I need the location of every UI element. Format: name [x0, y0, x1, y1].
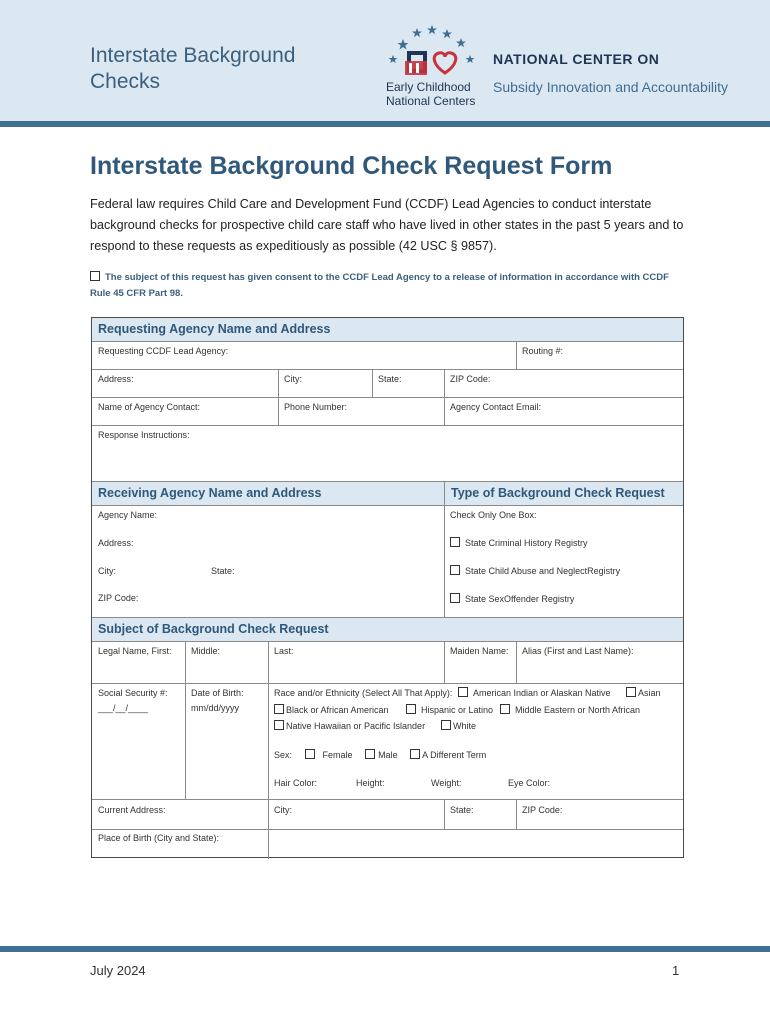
- requesting-address-field[interactable]: Address:: [98, 374, 134, 384]
- sex-option-male[interactable]: Male: [378, 750, 398, 760]
- dob-format: mm/dd/yyyy: [191, 703, 240, 713]
- routing-number-field[interactable]: Routing #:: [522, 346, 564, 356]
- checkbox-icon[interactable]: [450, 537, 460, 547]
- receiving-city-field[interactable]: City:: [98, 566, 116, 576]
- check-option-sex-offender[interactable]: State SexOffender Registry: [450, 593, 574, 605]
- request-form-table: [91, 317, 684, 858]
- middle-name-field[interactable]: Middle:: [191, 646, 221, 656]
- receiving-zip-field[interactable]: ZIP Code:: [98, 593, 139, 603]
- race-option-white-wrap: [441, 720, 476, 732]
- requesting-state-field[interactable]: State:: [378, 374, 402, 384]
- legal-first-name-field[interactable]: Legal Name, First:: [98, 646, 172, 656]
- eye-color-field[interactable]: Eye Color:: [508, 778, 551, 788]
- sex-label: Sex:: [274, 750, 293, 760]
- current-address-field[interactable]: Current Address:: [98, 805, 166, 815]
- series-title-line1: Interstate Background: [90, 44, 296, 67]
- agency-contact-email-field[interactable]: Agency Contact Email:: [450, 402, 542, 412]
- ssn-format: ___/__/____: [98, 703, 149, 713]
- checkbox-icon[interactable]: [441, 720, 451, 730]
- checkbox-icon[interactable]: [450, 593, 460, 603]
- subject-zip-field[interactable]: ZIP Code:: [522, 805, 563, 815]
- response-instructions-field[interactable]: Response Instructions:: [98, 430, 190, 440]
- race-option-black-wrap: [274, 704, 389, 716]
- requesting-zip-field[interactable]: ZIP Code:: [450, 374, 491, 384]
- maiden-name-field[interactable]: Maiden Name:: [450, 646, 509, 656]
- race-ethnicity-row1: [274, 687, 611, 699]
- check-option-child-abuse[interactable]: State Child Abuse and NeglectRegistry: [450, 565, 620, 577]
- checkbox-icon[interactable]: [274, 720, 284, 730]
- last-name-field[interactable]: Last:: [274, 646, 294, 656]
- receiving-address-field[interactable]: Address:: [98, 538, 134, 548]
- receiving-agency-heading: Receiving Agency Name and Address: [92, 482, 444, 506]
- ssn-field[interactable]: Social Security #:: [98, 688, 168, 698]
- star-icon: [456, 38, 466, 47]
- check-type-instruction: Check Only One Box:: [450, 510, 537, 520]
- requesting-agency-heading: Requesting Agency Name and Address: [92, 318, 683, 342]
- checkbox-icon[interactable]: [410, 749, 420, 759]
- race-option-mena-wrap: [500, 704, 640, 716]
- alias-field[interactable]: Alias (First and Last Name):: [522, 646, 634, 656]
- national-center-subtitle: Subsidy Innovation and Accountability: [493, 79, 729, 95]
- star-icon: [442, 29, 452, 38]
- star-icon: [427, 25, 437, 34]
- checkbox-icon[interactable]: [305, 749, 315, 759]
- logo-caption-line1: Early Childhood: [386, 80, 471, 94]
- checkbox-icon[interactable]: [274, 704, 284, 714]
- footer-date: July 2024: [90, 963, 146, 978]
- hair-color-field[interactable]: Hair Color:: [274, 778, 318, 788]
- checkbox-icon[interactable]: [406, 704, 416, 714]
- national-center-label: NATIONAL CENTER ON: [493, 51, 660, 67]
- subject-state-field[interactable]: State:: [450, 805, 474, 815]
- sex-row: [274, 749, 486, 761]
- checkbox-icon[interactable]: [365, 749, 375, 759]
- subject-city-field[interactable]: City:: [274, 805, 292, 815]
- receiving-state-field[interactable]: State:: [211, 566, 235, 576]
- intro-paragraph: Federal law requires Child Care and Development Fund (CCDF) Lead Agencies to conduct interstate background checks for prospective child care staff who have lived in other states in the past 5 years and to respond to these requests as expeditiously as possible (42 USC § 9857).: [90, 197, 684, 253]
- race-option-hispanic-wrap: [406, 704, 493, 716]
- star-icon: [412, 28, 422, 37]
- height-field[interactable]: Height:: [356, 778, 385, 788]
- footer-divider: [0, 946, 770, 952]
- check-option-criminal-history[interactable]: State Criminal History Registry: [450, 537, 588, 549]
- series-title-line2: Checks: [90, 70, 161, 93]
- logo-caption-line2: National Centers: [386, 94, 476, 108]
- logo-caption: [386, 80, 486, 108]
- checkbox-icon[interactable]: [500, 704, 510, 714]
- place-of-birth-field[interactable]: Place of Birth (City and State):: [98, 833, 220, 843]
- race-option-pacific[interactable]: Native Hawaiian or Pacific Islander: [286, 721, 426, 731]
- form-title: Interstate Background Check Request Form: [90, 152, 613, 180]
- agency-contact-name-field[interactable]: Name of Agency Contact:: [98, 402, 201, 412]
- race-option-black[interactable]: Black or African American: [286, 705, 389, 715]
- race-option-hispanic[interactable]: Hispanic or Latino: [421, 705, 494, 715]
- race-option-asian[interactable]: Asian: [638, 688, 661, 698]
- receiving-agency-name-field[interactable]: Agency Name:: [98, 510, 158, 520]
- race-option-asian-wrap: [626, 687, 661, 699]
- race-option-american-indian[interactable]: American Indian or Alaskan Native: [472, 688, 611, 698]
- sex-option-female[interactable]: Female: [322, 750, 353, 760]
- star-icon: [466, 55, 475, 63]
- race-option-mena[interactable]: Middle Eastern or North African: [515, 705, 641, 715]
- sex-option-different-term[interactable]: A Different Term: [422, 750, 487, 760]
- requesting-city-field[interactable]: City:: [284, 374, 302, 384]
- star-icon: [389, 55, 398, 63]
- header-divider: [0, 121, 770, 127]
- checkbox-icon[interactable]: [626, 687, 636, 697]
- phone-number-field[interactable]: Phone Number:: [284, 402, 348, 412]
- check-type-heading: Type of Background Check Request: [445, 482, 683, 506]
- race-ethnicity-label: Race and/or Ethnicity (Select All That Apply):: [274, 688, 453, 698]
- requesting-lead-agency-field[interactable]: Requesting CCDF Lead Agency:: [98, 346, 229, 356]
- race-option-pacific-wrap: [274, 720, 425, 732]
- weight-field[interactable]: Weight:: [431, 778, 462, 788]
- dob-field[interactable]: Date of Birth:: [191, 688, 244, 698]
- document-series-title: [90, 43, 350, 95]
- checkbox-icon[interactable]: [450, 565, 460, 575]
- subject-heading: Subject of Background Check Request: [92, 618, 683, 642]
- consent-text: The subject of this request has given consent to the CCDF Lead Agency to a release of information in accordance with CCDF Rule 45 CFR Part 98.: [90, 272, 669, 299]
- page-number: 1: [672, 963, 680, 978]
- checkbox-icon[interactable]: [458, 687, 468, 697]
- consent-checkbox[interactable]: [90, 271, 100, 281]
- consent-statement: [90, 270, 690, 302]
- star-icon: [398, 39, 409, 50]
- heart-icon: [434, 53, 456, 73]
- race-option-white[interactable]: White: [453, 721, 477, 731]
